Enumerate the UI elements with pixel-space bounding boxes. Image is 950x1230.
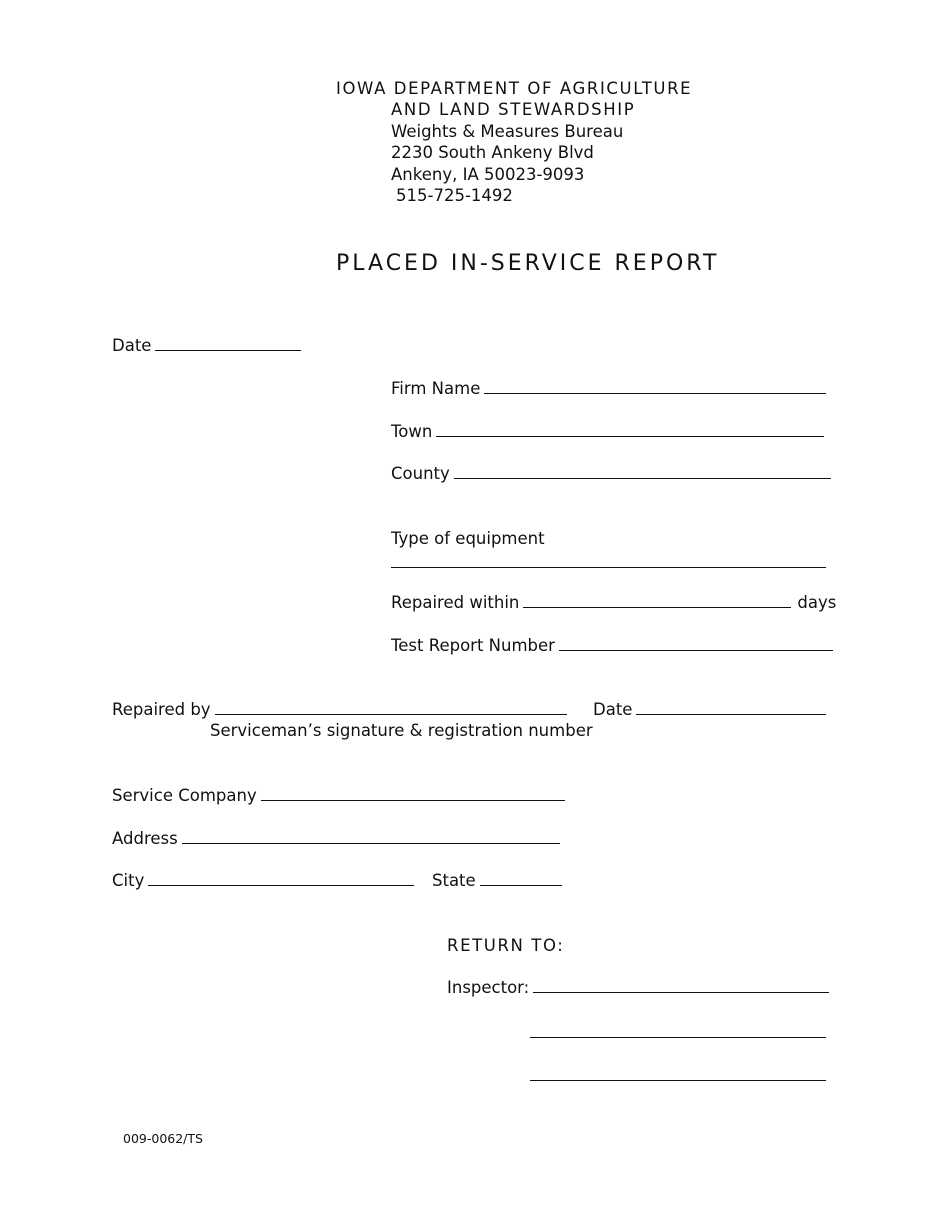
repaired-by-label: Repaired by (112, 700, 211, 719)
inspector-label: Inspector: (447, 978, 530, 997)
inspector-address-line-2[interactable] (530, 1080, 826, 1081)
days-label: days (797, 593, 837, 612)
firm-name-label: Firm Name (391, 379, 481, 398)
state-label: State (432, 871, 476, 890)
state-field[interactable] (432, 873, 562, 890)
repaired-within-label: Repaired within (391, 593, 520, 612)
date-label: Date (112, 336, 152, 355)
phone-number: 515-725-1492 (396, 186, 513, 205)
return-to-heading: RETURN TO: (447, 936, 565, 955)
address-field[interactable] (112, 831, 560, 848)
test-report-number-field[interactable] (391, 638, 833, 655)
type-of-equipment-label: Type of equipment (391, 529, 545, 548)
department-name-line1: IOWA DEPARTMENT OF AGRICULTURE (336, 79, 693, 98)
type-of-equipment-line[interactable] (391, 567, 826, 568)
repaired-within-field[interactable] (391, 595, 836, 612)
repaired-date-line[interactable] (636, 713, 826, 715)
city-field[interactable] (112, 873, 414, 890)
city-state-zip: Ankeny, IA 50023-9093 (391, 165, 585, 184)
service-company-line[interactable] (261, 799, 565, 801)
town-line[interactable] (436, 435, 824, 437)
repaired-date-label: Date (593, 700, 633, 719)
repaired-within-line[interactable] (523, 606, 791, 608)
form-number: 009-0062/TS (123, 1131, 203, 1146)
inspector-field[interactable] (447, 980, 829, 997)
form-title: PLACED IN-SERVICE REPORT (336, 251, 720, 276)
department-name-line2: AND LAND STEWARDSHIP (391, 100, 636, 119)
address-line[interactable] (182, 842, 560, 844)
county-field[interactable] (391, 466, 831, 483)
town-field[interactable] (391, 424, 824, 441)
repaired-by-field[interactable] (112, 702, 567, 719)
test-report-number-label: Test Report Number (391, 636, 555, 655)
street-address: 2230 South Ankeny Blvd (391, 143, 594, 162)
city-label: City (112, 871, 145, 890)
test-report-number-line[interactable] (559, 649, 833, 651)
inspector-address-line-1[interactable] (530, 1037, 826, 1038)
city-line[interactable] (148, 884, 414, 886)
date-line[interactable] (155, 349, 301, 351)
date-field[interactable] (112, 338, 301, 355)
service-company-field[interactable] (112, 788, 565, 805)
town-label: Town (391, 422, 433, 441)
repaired-by-caption: Serviceman’s signature & registration number (210, 721, 593, 740)
firm-name-line[interactable] (484, 392, 826, 394)
repaired-by-line[interactable] (215, 713, 567, 715)
inspector-line[interactable] (533, 991, 829, 993)
bureau-name: Weights & Measures Bureau (391, 122, 624, 141)
service-company-label: Service Company (112, 786, 257, 805)
address-label: Address (112, 829, 178, 848)
firm-name-field[interactable] (391, 381, 826, 398)
county-line[interactable] (454, 477, 831, 479)
repaired-date-field[interactable] (593, 702, 826, 719)
state-line[interactable] (480, 884, 562, 886)
county-label: County (391, 464, 450, 483)
